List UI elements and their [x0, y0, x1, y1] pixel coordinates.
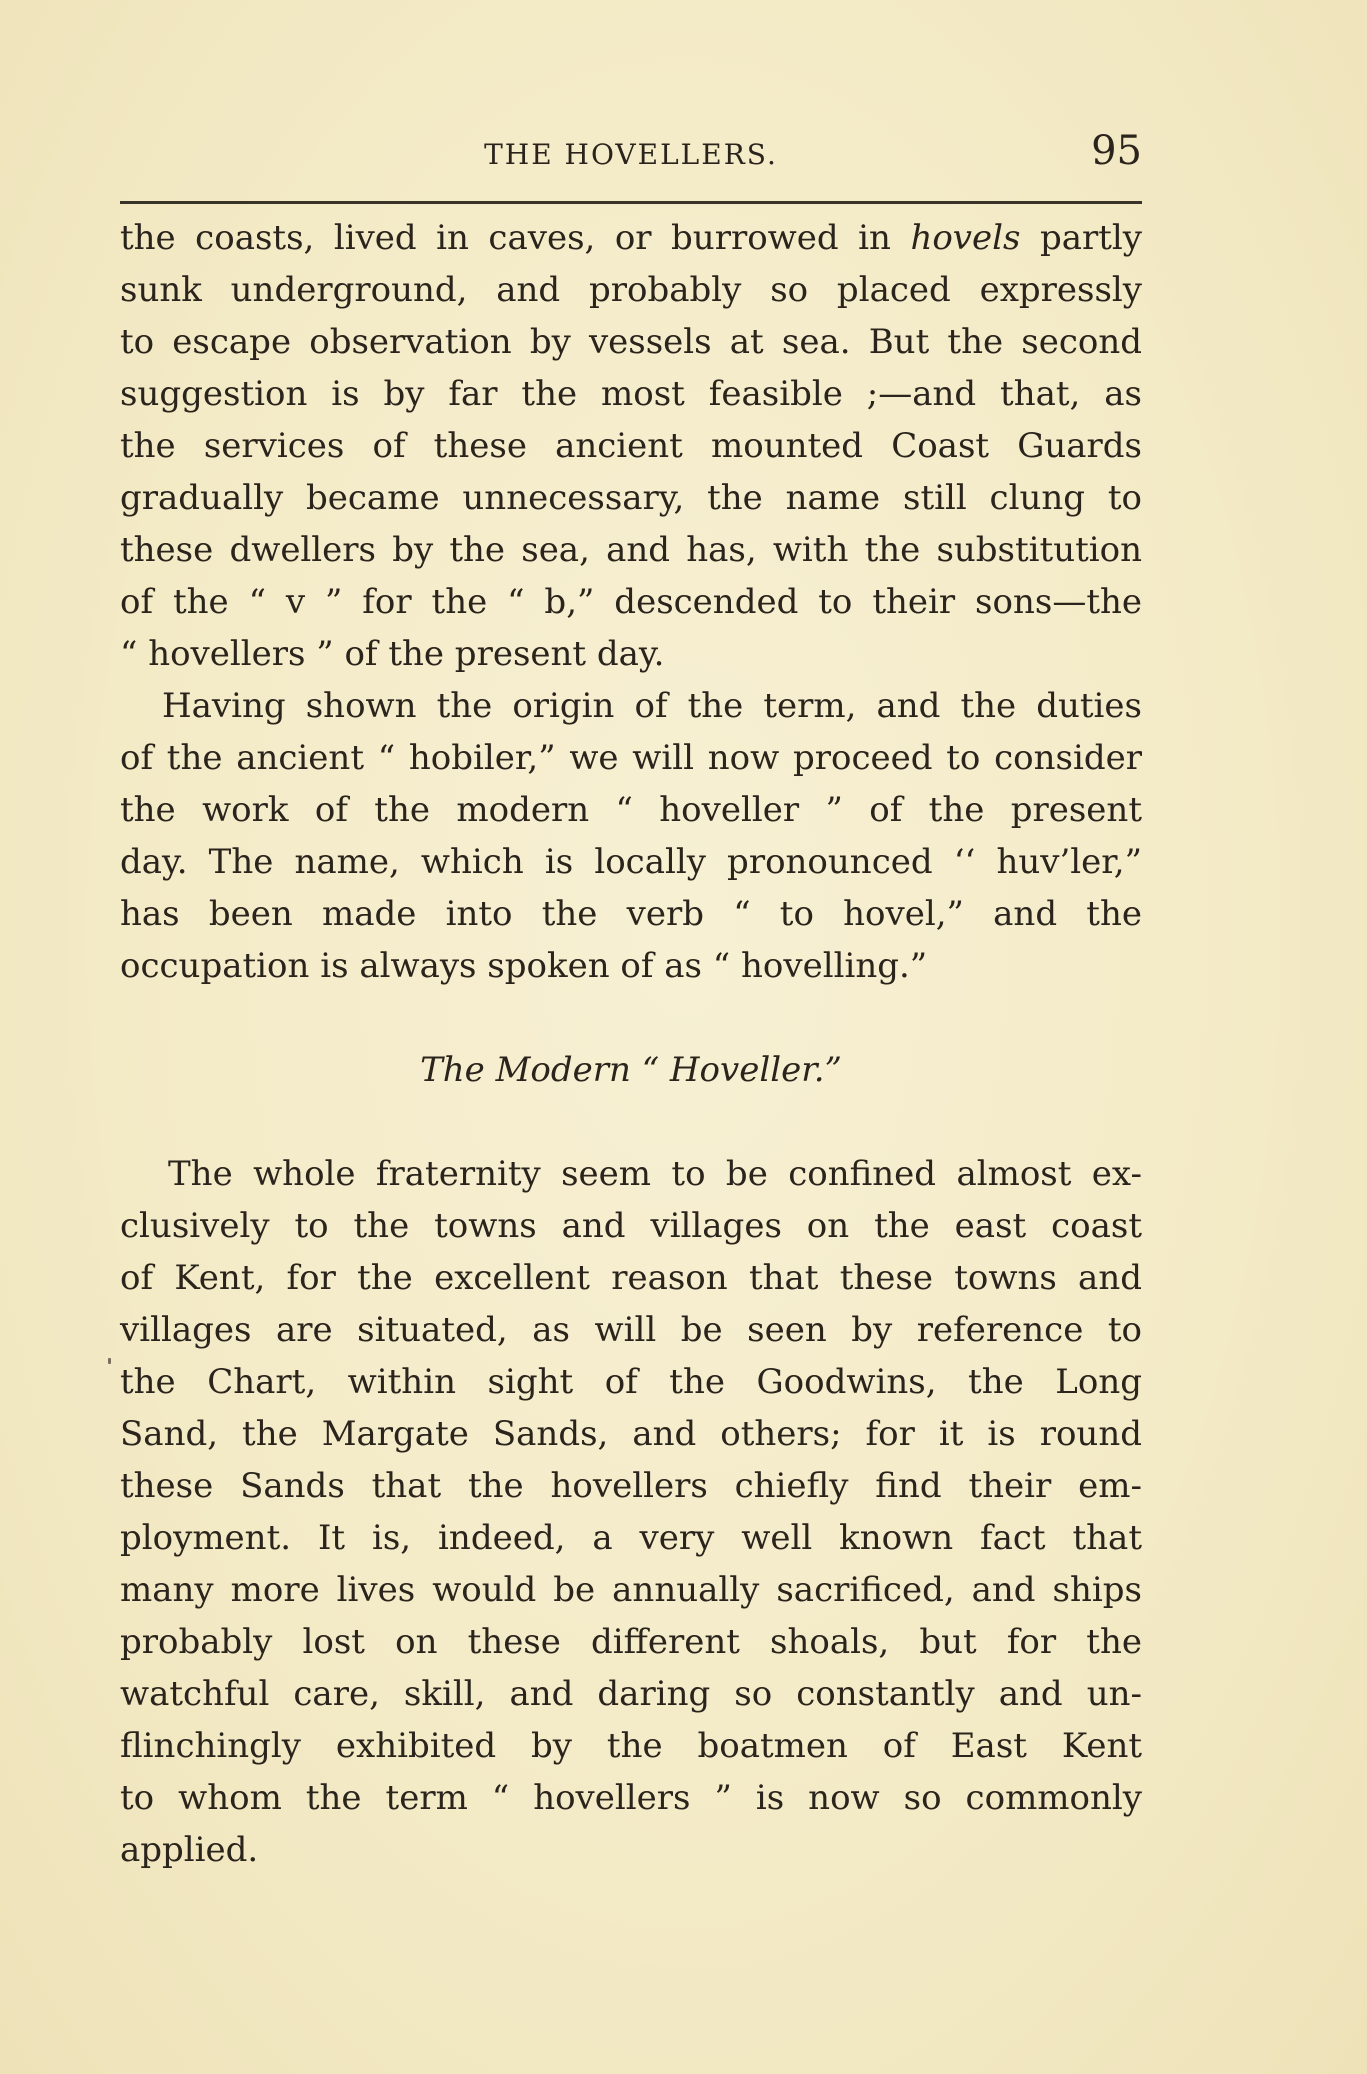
text-line: day. The name, which is locally pronounced ‘‘ huv’ler,” — [120, 842, 1142, 882]
text-line: sunk underground, and probably so placed expressly — [120, 270, 1142, 310]
body-text — [120, 212, 1142, 1876]
text-line: many more lives would be annually sacrificed, and ships — [120, 1570, 1142, 1610]
text-line-segment: partly — [1020, 218, 1142, 258]
header-rule — [120, 201, 1142, 204]
text-line: of the “ v ” for the “ b,” descended to their sons—the — [120, 582, 1142, 622]
text-line: of the ancient “ hobiler,” we will now proceed to consider — [120, 738, 1142, 778]
text-line: Having shown the origin of the term, and the duties — [162, 686, 1142, 726]
text-line: suggestion is by far the most feasible ;—and that, as — [120, 374, 1142, 414]
text-line: Sand, the Margate Sands, and others; for it is round — [120, 1414, 1142, 1454]
running-title: THE HOVELLERS. — [484, 138, 778, 171]
text-line: ployment. It is, indeed, a very well known fact that — [120, 1518, 1142, 1558]
text-line: villages are situated, as will be seen by reference to — [120, 1310, 1142, 1350]
text-line: probably lost on these different shoals, but for the — [120, 1622, 1142, 1662]
text-line: these Sands that the hovellers chiefly find their em- — [120, 1466, 1142, 1506]
text-line: gradually became unnecessary, the name still clung to — [120, 478, 1142, 518]
text-line: “ hovellers ” of the present day. — [120, 634, 665, 674]
text-line: the Chart, within sight of the Goodwins, the Long — [120, 1362, 1142, 1402]
text-line: the work of the modern “ hoveller ” of the present — [120, 790, 1142, 830]
text-line-segment: the coasts, lived in caves, or burrowed in — [120, 218, 911, 258]
text-line: of Kent, for the excellent reason that these towns and — [120, 1258, 1142, 1298]
text-line: clusively to the towns and villages on the east coast — [120, 1206, 1142, 1246]
text-line: applied. — [120, 1830, 259, 1870]
text-line: to whom the term “ hovellers ” is now so commonly — [120, 1778, 1142, 1818]
running-head — [120, 128, 1142, 180]
text-line — [120, 212, 1142, 264]
text-line: watchful care, skill, and daring so constantly and un- — [120, 1674, 1142, 1714]
margin-mark — [108, 1358, 111, 1364]
text-line: to escape observation by vessels at sea. But the second — [120, 322, 1142, 362]
text-line: has been made into the verb “ to hovel,” and the — [120, 894, 1142, 934]
text-line: these dwellers by the sea, and has, with the substitution — [120, 530, 1142, 570]
text-line: The whole fraternity seem to be confined almost ex- — [168, 1154, 1142, 1194]
text-line: flinchingly exhibited by the boatmen of East Kent — [120, 1726, 1142, 1766]
section-heading: The Modern “ Hoveller.” — [420, 1050, 842, 1090]
text-line: the services of these ancient mounted Coast Guards — [120, 426, 1142, 466]
text-line: occupation is always spoken of as “ hovelling.” — [120, 946, 928, 986]
italic-word: hovels — [910, 218, 1021, 258]
page-number: 95 — [1091, 128, 1142, 174]
